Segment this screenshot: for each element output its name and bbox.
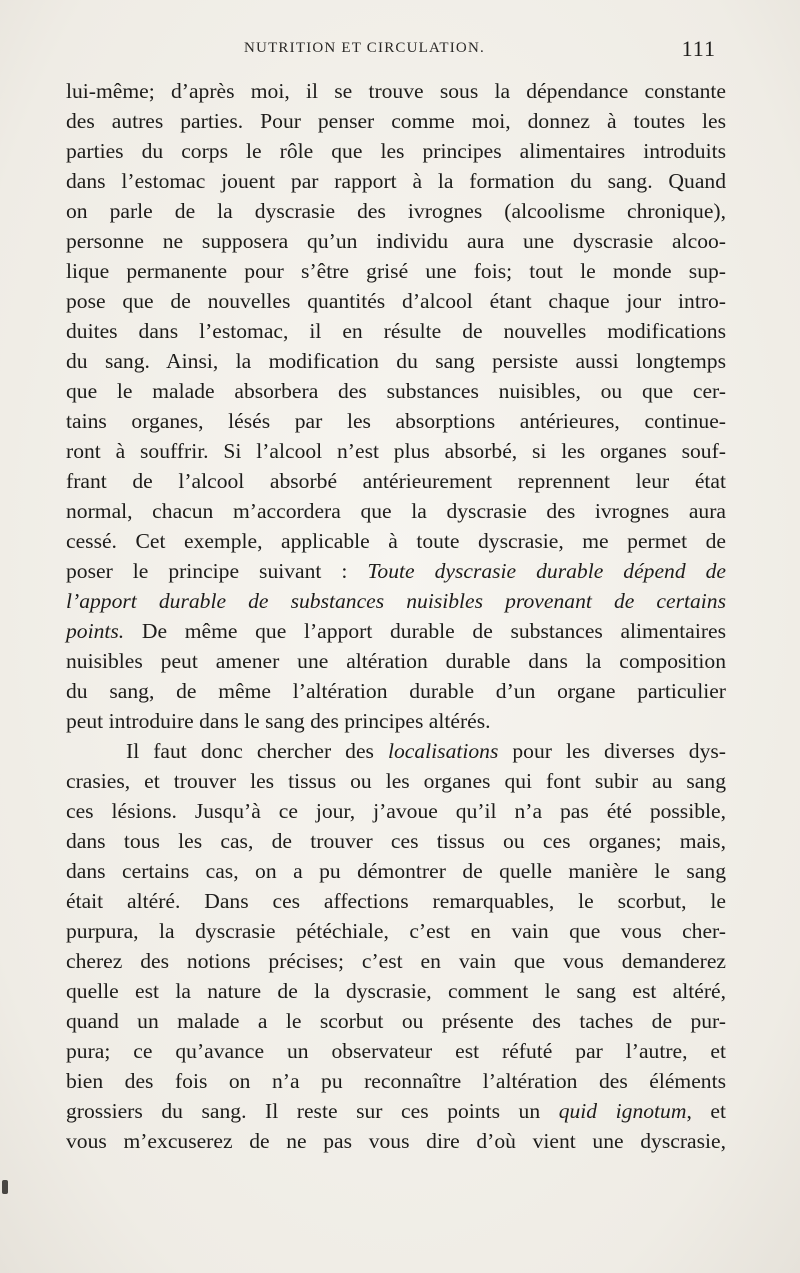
text-line: lui-même; d’après moi, il se trouve sous la dépendance constante <box>66 79 726 103</box>
text-line: cherez des notions précises; c’est en vain que vous demanderez <box>66 949 726 973</box>
margin-ink-mark <box>2 1180 8 1194</box>
text-line: parties du corps le rôle que les principes alimentaires introduits <box>66 139 726 163</box>
text-line: des autres parties. Pour penser comme moi, donnez à toutes les <box>66 109 726 133</box>
text-run: , et <box>686 1099 726 1123</box>
text-line: personne ne supposera qu’un individu aura une dyscrasie alcoo- <box>66 229 726 253</box>
text-line: quelle est la nature de la dyscrasie, comment le sang est altéré, <box>66 979 726 1003</box>
text-line: vous m’excuserez de ne pas vous dire d’où vient une dyscrasie, <box>66 1129 726 1153</box>
body-text <box>66 76 726 1156</box>
text-line: pura; ce qu’avance un observateur est réfuté par l’autre, et <box>66 1039 726 1063</box>
text-line: peut introduire dans le sang des principes altérés. <box>66 709 491 733</box>
text-line <box>66 556 726 586</box>
text-run: Il faut donc chercher des <box>126 739 388 763</box>
text-line: frant de l’alcool absorbé antérieurement reprennent leur état <box>66 469 726 493</box>
text-line: dans tous les cas, de trouver ces tissus ou ces organes; mais, <box>66 829 726 853</box>
text-line: tains organes, lésés par les absorptions antérieures, continue- <box>66 409 726 433</box>
text-line: duites dans l’estomac, il en résulte de nouvelles modifications <box>66 319 726 343</box>
text-line: purpura, la dyscrasie pétéchiale, c’est en vain que vous cher- <box>66 919 726 943</box>
text-line: bien des fois on n’a pu reconnaître l’altération des éléments <box>66 1069 726 1093</box>
text-line: dans l’estomac jouent par rapport à la formation du sang. Quand <box>66 169 726 193</box>
text-run: pour les diverses dys- <box>498 739 726 763</box>
text-line: normal, chacun m’accordera que la dyscrasie des ivrognes aura <box>66 499 726 523</box>
italic-term: localisations <box>387 739 499 763</box>
text-line: crasies, et trouver les tissus ou les organes qui font subir au sang <box>66 769 726 793</box>
text-line: ront à souffrir. Si l’alcool n’est plus absorbé, si les organes souf- <box>66 439 726 463</box>
text-run: De même que l’apport durable de substances alimentaires <box>124 619 726 643</box>
text-line: nuisibles peut amener une altération durable dans la composition <box>66 649 726 673</box>
italic-principle: points. <box>66 619 125 643</box>
text-line: quand un malade a le scorbut ou présente des taches de pur- <box>66 1009 726 1033</box>
text-line: pose que de nouvelles quantités d’alcool étant chaque jour intro- <box>66 289 726 313</box>
text-line: on parle de la dyscrasie des ivrognes (alcoolisme chronique), <box>66 199 726 223</box>
italic-principle: Toute dyscrasie durable dépend de <box>367 559 726 583</box>
text-line: cessé. Cet exemple, applicable à toute dyscrasie, me permet de <box>66 529 726 553</box>
italic-term: quid ignotum <box>558 1099 687 1123</box>
page-header <box>66 38 724 62</box>
text-line: lique permanente pour s’être grisé une fois; tout le monde sup- <box>66 259 726 283</box>
text-line: ces lésions. Jusqu’à ce jour, j’avoue qu’il n’a pas été possible, <box>66 799 726 823</box>
text-line <box>66 736 726 766</box>
text-line: du sang, de même l’altération durable d’un organe particulier <box>66 679 726 703</box>
page-number: 111 <box>681 36 716 61</box>
text-line: était altéré. Dans ces affections remarquables, le scorbut, le <box>66 889 726 913</box>
running-title: NUTRITION ET CIRCULATION. <box>244 40 485 56</box>
text-line: que le malade absorbera des substances nuisibles, ou que cer- <box>66 379 726 403</box>
text-line <box>66 586 726 616</box>
text-line: du sang. Ainsi, la modification du sang persiste aussi longtemps <box>66 349 726 373</box>
text-run: poser le principe suivant : <box>66 559 368 583</box>
text-line <box>66 1096 726 1126</box>
text-line <box>66 616 726 646</box>
italic-principle: l’apport durable de substances nuisibles provenant de certains <box>66 589 726 613</box>
text-line: dans certains cas, on a pu démontrer de quelle manière le sang <box>66 859 726 883</box>
text-run: grossiers du sang. Il reste sur ces points un <box>66 1099 559 1123</box>
